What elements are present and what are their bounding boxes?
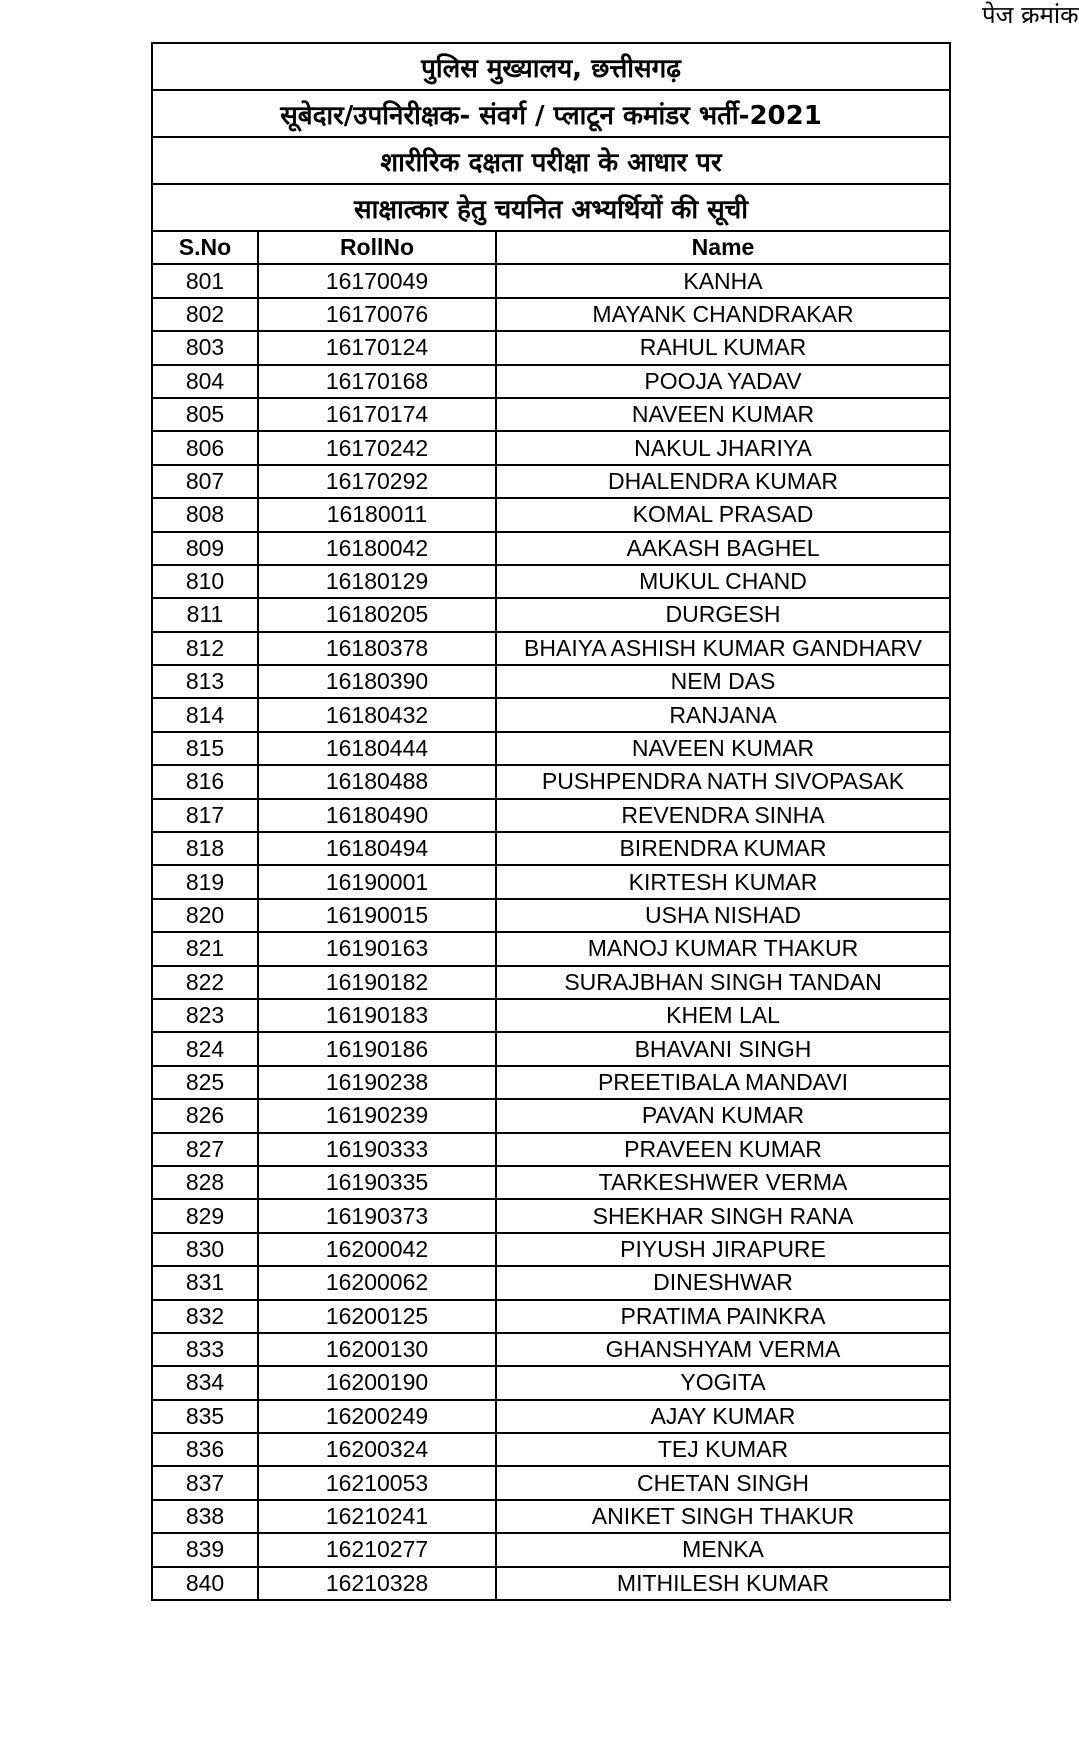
serial-number-cell: 815 [153,732,258,765]
table-row [153,966,949,999]
roll-number-cell: 16170242 [258,431,496,464]
title-list: साक्षात्कार हेतु चयनित अभ्यर्थियों की सूची [153,185,949,232]
serial-number-cell: 816 [153,765,258,798]
candidate-name-cell: RAHUL KUMAR [496,331,949,364]
candidate-name-cell: GHANSHYAM VERMA [496,1333,949,1366]
roll-number-cell: 16190335 [258,1166,496,1199]
roll-number-cell: 16180378 [258,632,496,665]
candidate-name-cell: RANJANA [496,698,949,731]
column-header-sno: S.No [153,232,258,264]
serial-number-cell: 821 [153,932,258,965]
table-row [153,865,949,898]
table-row [153,298,949,331]
table-row [153,365,949,398]
candidate-name-cell: MITHILESH KUMAR [496,1567,949,1599]
table-row [153,732,949,765]
serial-number-cell: 819 [153,865,258,898]
candidate-name-cell: ANIKET SINGH THAKUR [496,1500,949,1533]
serial-number-cell: 801 [153,264,258,297]
serial-number-cell: 813 [153,665,258,698]
table-row [153,398,949,431]
serial-number-cell: 802 [153,298,258,331]
table-row [153,598,949,631]
candidate-name-cell: DINESHWAR [496,1266,949,1299]
roll-number-cell: 16210328 [258,1567,496,1599]
candidate-name-cell: BHAVANI SINGH [496,1032,949,1065]
roll-number-cell: 16200190 [258,1366,496,1399]
candidate-name-cell: AJAY KUMAR [496,1400,949,1433]
candidate-list-sheet [151,42,951,1601]
serial-number-cell: 834 [153,1366,258,1399]
serial-number-cell: 839 [153,1533,258,1566]
column-header-rollno: RollNo [258,232,496,264]
table-row [153,431,949,464]
table-row [153,1099,949,1132]
serial-number-cell: 818 [153,832,258,865]
candidate-name-cell: PRAVEEN KUMAR [496,1133,949,1166]
roll-number-cell: 16190015 [258,899,496,932]
table-row [153,331,949,364]
table-row [153,465,949,498]
candidate-name-cell: BIRENDRA KUMAR [496,832,949,865]
roll-number-cell: 16190239 [258,1099,496,1132]
table-row [153,632,949,665]
roll-number-cell: 16180390 [258,665,496,698]
candidate-name-cell: KANHA [496,264,949,297]
serial-number-cell: 806 [153,431,258,464]
table-row [153,899,949,932]
roll-number-cell: 16200125 [258,1300,496,1333]
candidate-name-cell: AAKASH BAGHEL [496,532,949,565]
roll-number-cell: 16180488 [258,765,496,798]
column-header-name: Name [496,232,949,264]
table-row [153,1166,949,1199]
table-row [153,698,949,731]
roll-number-cell: 16210277 [258,1533,496,1566]
roll-number-cell: 16170292 [258,465,496,498]
candidate-name-cell: YOGITA [496,1366,949,1399]
candidate-name-cell: MUKUL CHAND [496,565,949,598]
roll-number-cell: 16180205 [258,598,496,631]
table-row [153,765,949,798]
candidate-name-cell: DHALENDRA KUMAR [496,465,949,498]
roll-number-cell: 16200130 [258,1333,496,1366]
serial-number-cell: 805 [153,398,258,431]
candidate-name-cell: PIYUSH JIRAPURE [496,1233,949,1266]
serial-number-cell: 808 [153,498,258,531]
table-row [153,532,949,565]
roll-number-cell: 16180444 [258,732,496,765]
table-row [153,1500,949,1533]
table-row [153,1233,949,1266]
table-row [153,1266,949,1299]
serial-number-cell: 828 [153,1166,258,1199]
table-row [153,1466,949,1499]
candidate-name-cell: KOMAL PRASAD [496,498,949,531]
table-row [153,932,949,965]
table-row [153,1032,949,1065]
candidate-name-cell: TARKESHWER VERMA [496,1166,949,1199]
table-row [153,1567,949,1599]
table-row [153,565,949,598]
candidate-name-cell: MANOJ KUMAR THAKUR [496,932,949,965]
serial-number-cell: 837 [153,1466,258,1499]
title-recruitment: सूबेदार/उपनिरीक्षक- संवर्ग / प्लाटून कमांडर भर्ती-2021 [153,91,949,138]
candidate-name-cell: NAVEEN KUMAR [496,398,949,431]
roll-number-cell: 16190001 [258,865,496,898]
serial-number-cell: 803 [153,331,258,364]
table-row [153,999,949,1032]
serial-number-cell: 812 [153,632,258,665]
roll-number-cell: 16180494 [258,832,496,865]
serial-number-cell: 814 [153,698,258,731]
candidate-name-cell: KIRTESH KUMAR [496,865,949,898]
candidate-table [153,232,949,1599]
roll-number-cell: 16170049 [258,264,496,297]
serial-number-cell: 827 [153,1133,258,1166]
table-row [153,665,949,698]
table-row [153,832,949,865]
serial-number-cell: 835 [153,1400,258,1433]
table-row [153,498,949,531]
candidate-name-cell: SHEKHAR SINGH RANA [496,1199,949,1232]
candidate-name-cell: PRATIMA PAINKRA [496,1300,949,1333]
title-basis: शारीरिक दक्षता परीक्षा के आधार पर [153,138,949,185]
serial-number-cell: 809 [153,532,258,565]
title-department: पुलिस मुख्यालय, छत्तीसगढ़ [153,44,949,91]
roll-number-cell: 16170174 [258,398,496,431]
serial-number-cell: 807 [153,465,258,498]
roll-number-cell: 16200324 [258,1433,496,1466]
roll-number-cell: 16170076 [258,298,496,331]
table-row [153,1433,949,1466]
roll-number-cell: 16210241 [258,1500,496,1533]
candidate-name-cell: DURGESH [496,598,949,631]
roll-number-cell: 16190238 [258,1066,496,1099]
roll-number-cell: 16180042 [258,532,496,565]
roll-number-cell: 16190182 [258,966,496,999]
serial-number-cell: 840 [153,1567,258,1599]
table-row [153,1366,949,1399]
roll-number-cell: 16170168 [258,365,496,398]
roll-number-cell: 16180490 [258,799,496,832]
roll-number-cell: 16170124 [258,331,496,364]
roll-number-cell: 16210053 [258,1466,496,1499]
candidate-name-cell: PUSHPENDRA NATH SIVOPASAK [496,765,949,798]
serial-number-cell: 820 [153,899,258,932]
roll-number-cell: 16190183 [258,999,496,1032]
table-row [153,264,949,297]
candidate-name-cell: PAVAN KUMAR [496,1099,949,1132]
serial-number-cell: 822 [153,966,258,999]
candidate-name-cell: PREETIBALA MANDAVI [496,1066,949,1099]
candidate-name-cell: KHEM LAL [496,999,949,1032]
page-number-label: पेज क्रमांक [982,1,1079,29]
table-row [153,1533,949,1566]
roll-number-cell: 16180011 [258,498,496,531]
table-header-row [153,232,949,264]
table-row [153,1400,949,1433]
candidate-name-cell: SURAJBHAN SINGH TANDAN [496,966,949,999]
roll-number-cell: 16180432 [258,698,496,731]
candidate-name-cell: NAKUL JHARIYA [496,431,949,464]
serial-number-cell: 838 [153,1500,258,1533]
table-row [153,1300,949,1333]
roll-number-cell: 16200062 [258,1266,496,1299]
table-row [153,1199,949,1232]
roll-number-cell: 16190373 [258,1199,496,1232]
candidate-name-cell: BHAIYA ASHISH KUMAR GANDHARV [496,632,949,665]
candidate-name-cell: CHETAN SINGH [496,1466,949,1499]
table-row [153,1333,949,1366]
table-row [153,1066,949,1099]
roll-number-cell: 16200249 [258,1400,496,1433]
serial-number-cell: 823 [153,999,258,1032]
serial-number-cell: 824 [153,1032,258,1065]
serial-number-cell: 830 [153,1233,258,1266]
candidate-name-cell: MENKA [496,1533,949,1566]
table-row [153,799,949,832]
roll-number-cell: 16190186 [258,1032,496,1065]
roll-number-cell: 16180129 [258,565,496,598]
serial-number-cell: 832 [153,1300,258,1333]
serial-number-cell: 836 [153,1433,258,1466]
serial-number-cell: 831 [153,1266,258,1299]
candidate-name-cell: NAVEEN KUMAR [496,732,949,765]
serial-number-cell: 829 [153,1199,258,1232]
serial-number-cell: 825 [153,1066,258,1099]
serial-number-cell: 826 [153,1099,258,1132]
serial-number-cell: 817 [153,799,258,832]
roll-number-cell: 16200042 [258,1233,496,1266]
candidate-name-cell: USHA NISHAD [496,899,949,932]
serial-number-cell: 811 [153,598,258,631]
candidate-name-cell: TEJ KUMAR [496,1433,949,1466]
serial-number-cell: 804 [153,365,258,398]
roll-number-cell: 16190333 [258,1133,496,1166]
serial-number-cell: 810 [153,565,258,598]
candidate-name-cell: REVENDRA SINHA [496,799,949,832]
serial-number-cell: 833 [153,1333,258,1366]
table-row [153,1133,949,1166]
candidate-name-cell: POOJA YADAV [496,365,949,398]
candidate-name-cell: NEM DAS [496,665,949,698]
candidate-name-cell: MAYANK CHANDRAKAR [496,298,949,331]
roll-number-cell: 16190163 [258,932,496,965]
